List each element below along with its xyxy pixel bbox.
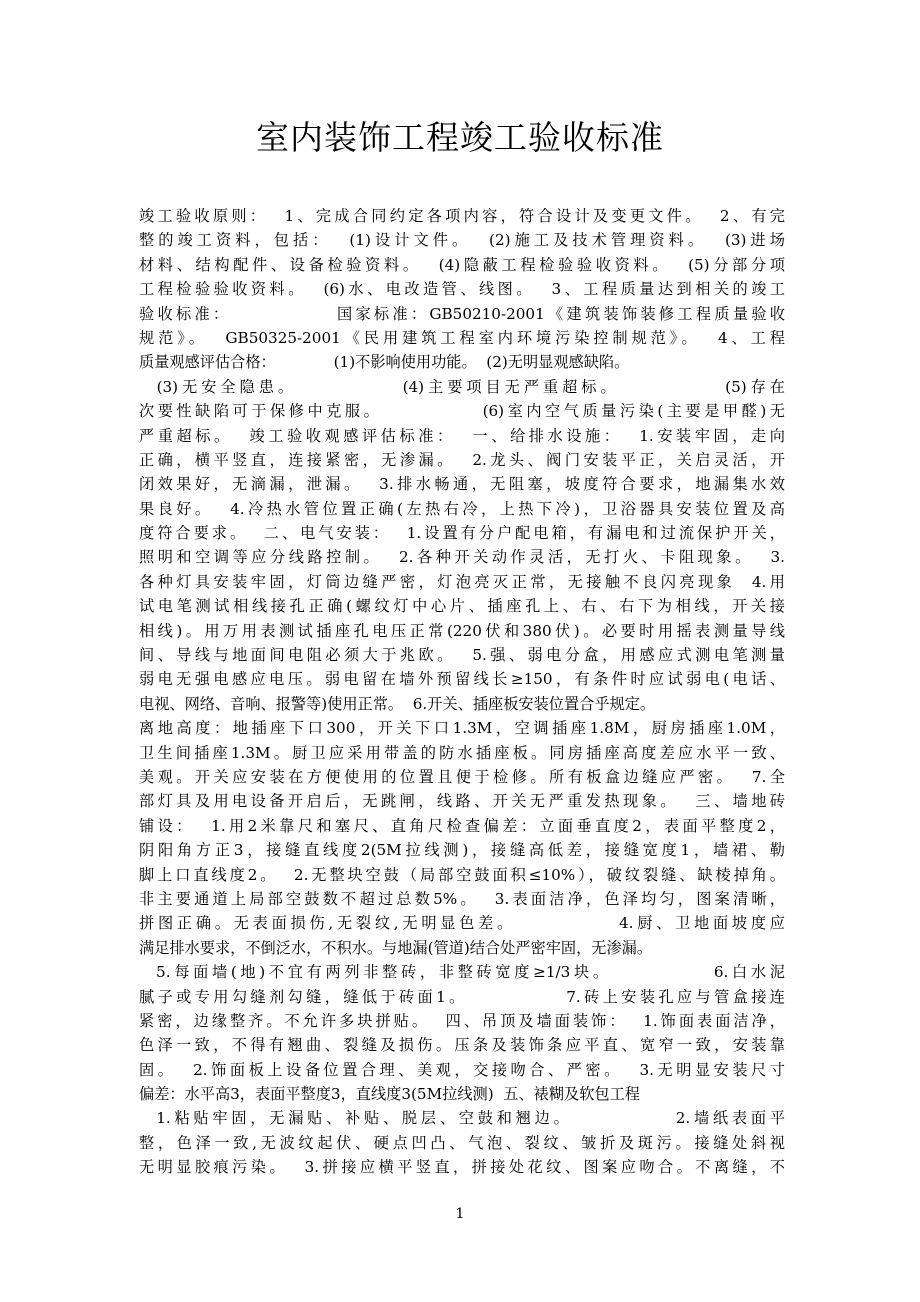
body-line: 整的竣工资料，包括： (1)设计文件。 (2)施工及技术管理资料。 (3)进场 <box>139 231 785 250</box>
body-line: 次要性缺陷可于保修中克服。 (6)室内空气质量污染(主要是甲醛)无 <box>139 402 785 421</box>
body-line: 偏差：水平高3，表面平整度3，直线度3(5M拉线测) 五、裱糊及软包工程 <box>139 1085 640 1104</box>
body-line: 非主要通道上局部空鼓数不超过总数5%。 3.表面洁净，色泽均匀，图案清晰， <box>139 889 785 908</box>
body-line: 美观。开关应安装在方便使用的位置且便于检修。所有板盒边缝应严密。 7.全 <box>139 767 785 786</box>
body-line: 各种灯具安装牢固，灯筒边缝严密，灯泡亮灭正常，无接触不良闪亮现象 4.用 <box>139 572 785 591</box>
body-line: 闭效果好，无滴漏，泄漏。 3.排水畅通，无阻塞，坡度符合要求，地漏集水效 <box>139 475 785 494</box>
body-line: 果良好。 4.冷热水管位置正确(左热右冷，上热下冷)，卫浴器具安装位置及高 <box>139 499 785 518</box>
body-line: 弱电无强电感应电压。弱电留在墙外预留线长≥150，有条件时应试弱电(电话、 <box>139 670 785 689</box>
body-line: 满足排水要求，不倒泛水，不积水。与地漏(管道)结合处严密牢固，无渗漏。 <box>139 938 653 957</box>
body-line: 规范》。 GB50325-2001《民用建筑工程室内环境污染控制规范》。 4、工程 <box>139 328 785 347</box>
body-line: 严重超标。 竣工验收观感评估标准： 一、给排水设施： 1.安装牢固，走向 <box>139 426 785 445</box>
body-line: 离地高度：地插座下口300，开关下口1.3M，空调插座1.8M，厨房插座1.0M， <box>139 719 785 738</box>
body-line: 竣工验收原则： 1、完成合同约定各项内容，符合设计及变更文件。 2、有完 <box>139 207 785 225</box>
body-line: 紧密，边缘整齐。不允许多块拼贴。 四、吊顶及墙面装饰： 1.饰面表面洁净， <box>139 1011 785 1030</box>
body-line: 间、导线与地面间电阻必须大于兆欧。 5.强、弱电分盒，用感应式测电笔测量 <box>139 646 785 665</box>
body-line: 正确，横平竖直，连接紧密，无渗漏。 2.龙头、阀门安装平正，关启灵活，开 <box>139 450 785 469</box>
body-line: 脚上口直线度2。 2.无整块空鼓（局部空鼓面积≤10%），破纹裂缝、缺棱掉角。 <box>139 865 785 884</box>
body-line: 5.每面墙(地)不宜有两列非整砖，非整砖宽度≥1/3块。 6.白水泥 <box>139 963 785 982</box>
document-body <box>139 204 785 1180</box>
body-line: 验收标准： 国家标准：GB50210-2001《建筑装饰装修工程质量验收 <box>139 304 785 323</box>
body-line: 拼图正确。无表面损伤,无裂纹,无明显色差。 4.厨、卫地面坡度应 <box>139 914 785 933</box>
body-line: 照明和空调等应分线路控制。 2.各种开关动作灵活，无打火、卡阻现象。 3. <box>139 548 785 567</box>
body-line: 1.粘贴牢固，无漏贴、补贴、脱层、空鼓和翘边。 2.墙纸表面平 <box>139 1109 785 1128</box>
body-line: 度符合要求。 二、电气安装： 1.设置有分户配电箱，有漏电和过流保护开关， <box>139 524 785 543</box>
body-line: 整，色泽一致,无波纹起伏、硬点凹凸、气泡、裂纹、皱折及斑污。接缝处斜视 <box>139 1133 785 1152</box>
body-line: 腻子或专用勾缝剂勾缝，缝低于砖面1。 7.砖上安装孔应与管盒接连 <box>139 987 785 1006</box>
body-line: 材料、结构配件、设备检验资料。 (4)隐蔽工程检验验收资料。 (5)分部分项 <box>139 255 785 274</box>
body-line: (3)无安全隐患。 (4)主要项目无严重超标。 (5)存在 <box>139 377 785 396</box>
document-title: 室内装饰工程竣工验收标准 <box>256 118 664 157</box>
body-line: 卫生间插座1.3M。厨卫应采用带盖的防水插座板。同房插座高度差应水平一致、 <box>139 743 785 762</box>
body-line: 无明显胶痕污染。 3.拼接应横平竖直，拼接处花纹、图案应吻合。不离缝，不 <box>139 1158 785 1177</box>
body-line: 质量观感评估合格： (1)不影响使用功能。 (2)无明显观感缺陷。 <box>139 353 630 372</box>
body-line: 相线)。用万用表测试插座孔电压正常(220伏和380伏)。必要时用摇表测量导线 <box>139 621 785 640</box>
body-line: 工程检验验收资料。 (6)水、电改造管、线图。 3、工程质量达到相关的竣工 <box>139 280 785 299</box>
page-number: 1 <box>455 1206 465 1222</box>
body-line: 部灯具及用电设备开启后，无跳闸，线路、开关无严重发热现象。 三、墙地砖 <box>139 792 785 811</box>
body-line: 色泽一致，不得有翘曲、裂缝及损伤。压条及装饰条应平直、宽窄一致，安装靠 <box>139 1036 785 1055</box>
body-line: 试电笔测试相线接孔正确(螺纹灯中心片、插座孔上、右、右下为相线，开关接 <box>139 597 785 616</box>
body-line: 铺设： 1.用2米靠尺和塞尺、直角尺检查偏差：立面垂直度2，表面平整度2， <box>139 816 785 835</box>
body-line: 电视、网络、音响、报警等)使用正常。 6.开关、插座板安装位置合乎规定。 <box>139 694 656 713</box>
body-line: 固。 2.饰面板上设备位置合理、美观，交接吻合、严密。 3.无明显安装尺寸 <box>139 1060 785 1079</box>
body-line: 阴阳角方正3，接缝直线度2(5M拉线测)，接缝高低差，接缝宽度1，墙裙、勒 <box>139 841 785 860</box>
